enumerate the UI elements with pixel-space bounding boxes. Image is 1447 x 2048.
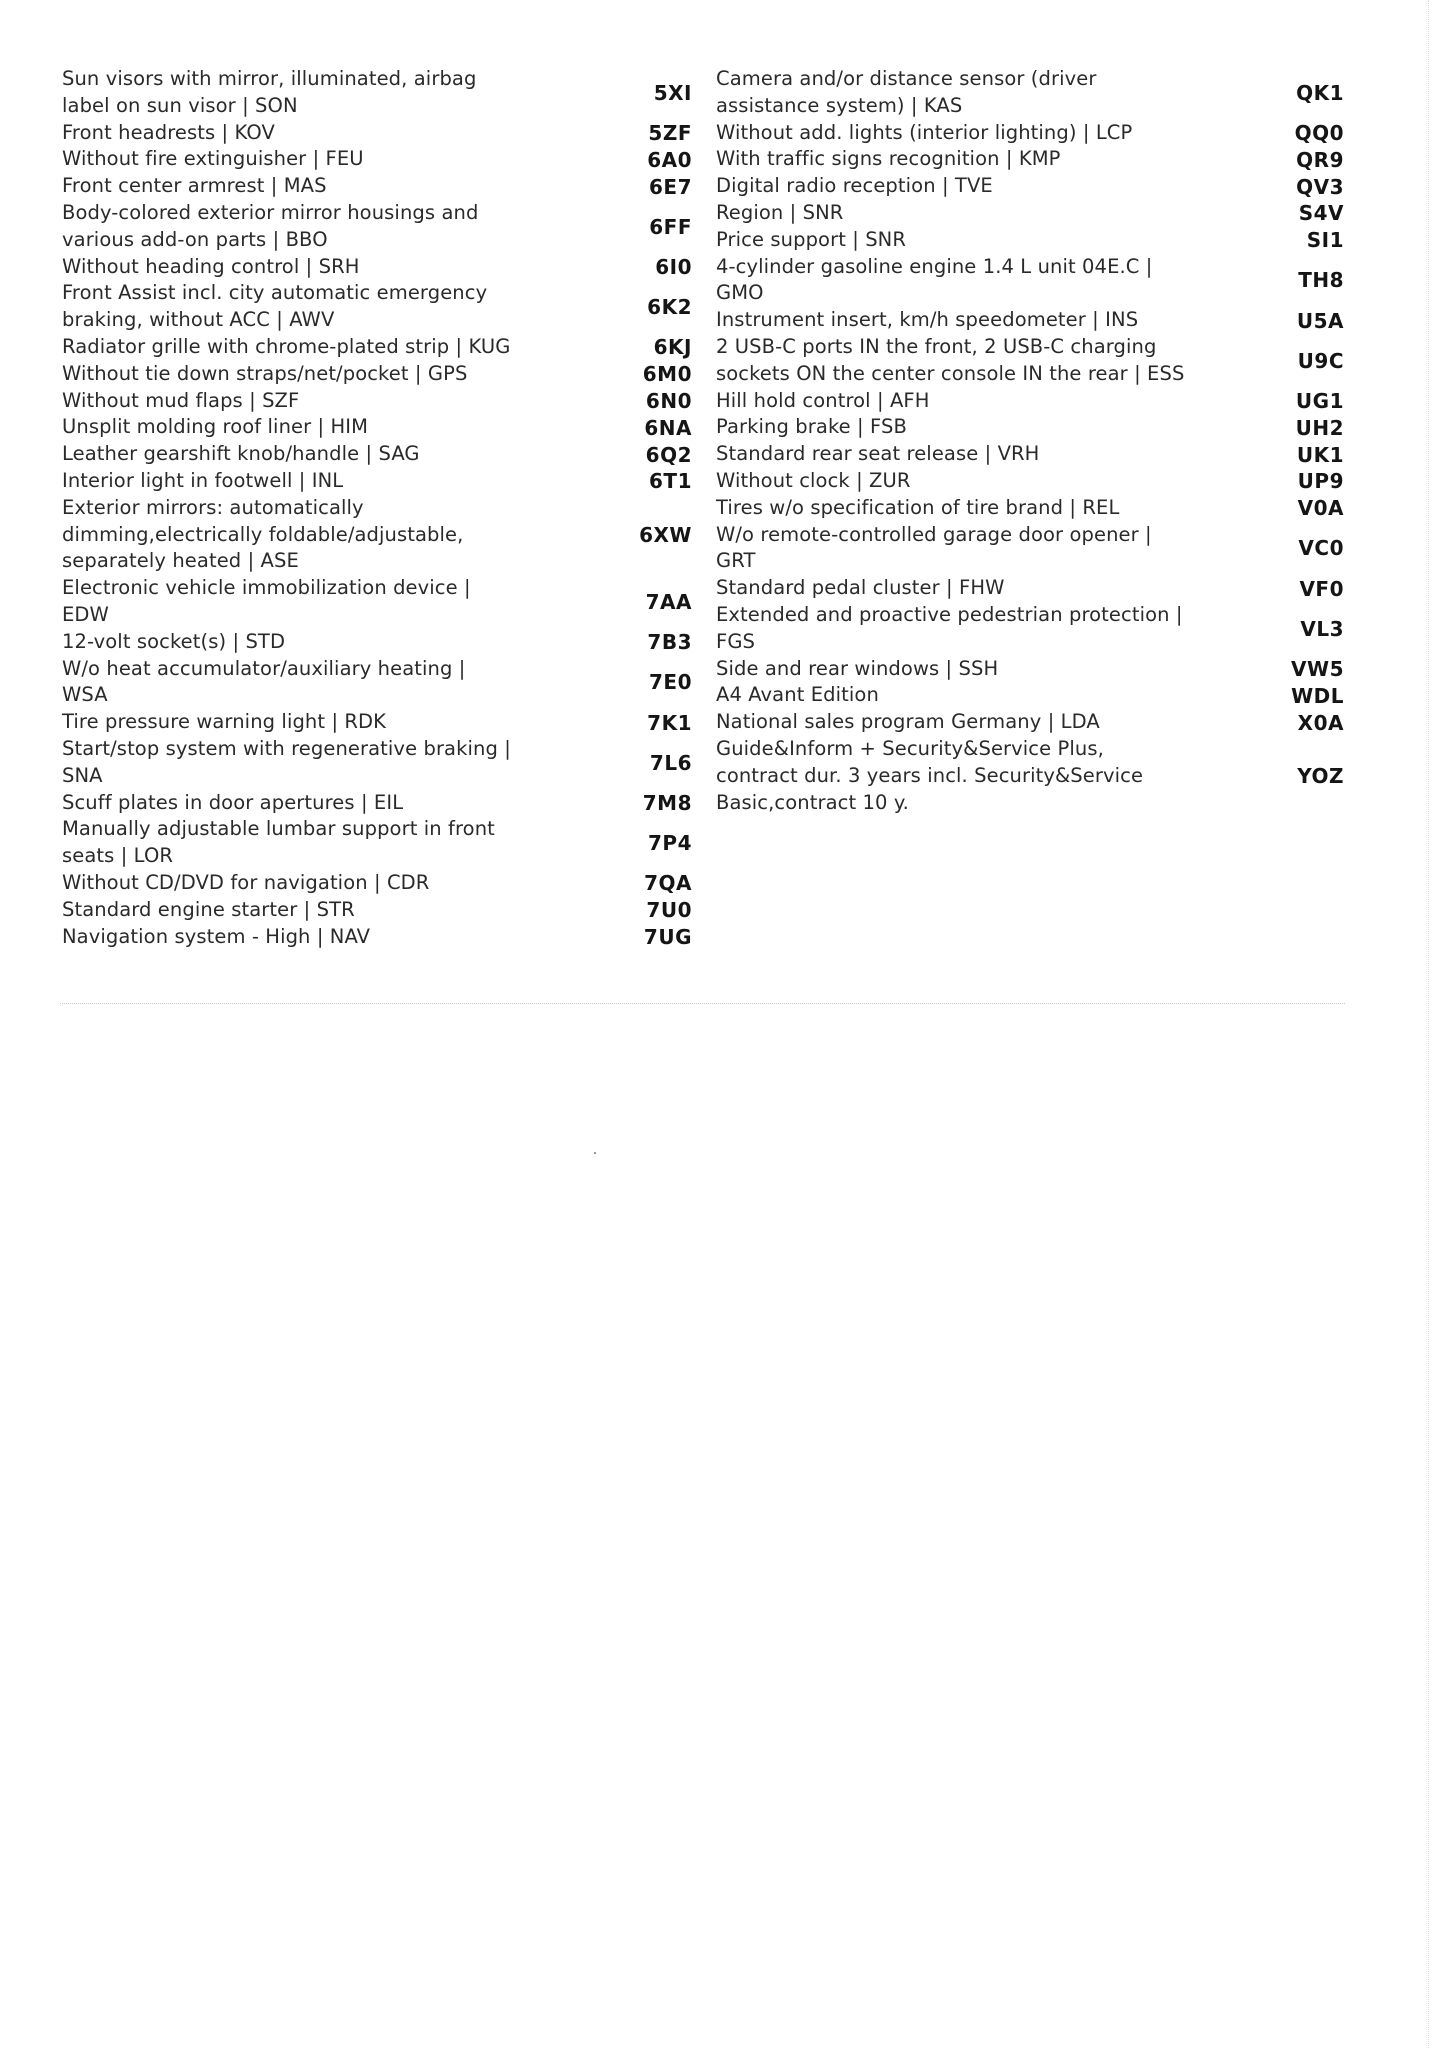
equipment-row bbox=[716, 120, 1344, 147]
equipment-row bbox=[716, 682, 1344, 709]
equipment-description: Without clock | ZUR bbox=[716, 468, 911, 492]
equipment-row bbox=[716, 575, 1344, 602]
equipment-code: 6KJ bbox=[653, 335, 692, 360]
equipment-code: UK1 bbox=[1296, 442, 1344, 467]
equipment-code: UG1 bbox=[1295, 388, 1344, 413]
equipment-description: 2 USB-C ports IN the front, 2 USB-C charging sockets ON the center console IN the rear | ESS bbox=[716, 334, 1185, 385]
equipment-code: 7L6 bbox=[649, 750, 692, 775]
equipment-description: Parking brake | FSB bbox=[716, 415, 907, 439]
equipment-code: QK1 bbox=[1296, 80, 1344, 105]
equipment-code: 6XW bbox=[639, 522, 692, 547]
equipment-row bbox=[62, 361, 692, 388]
equipment-row bbox=[716, 656, 1344, 683]
equipment-description: Interior light in footwell | INL bbox=[62, 468, 344, 492]
equipment-code: 7B3 bbox=[647, 630, 692, 655]
equipment-code: 7UG bbox=[643, 924, 692, 949]
equipment-description: Instrument insert, km/h speedometer | INS bbox=[716, 308, 1139, 332]
equipment-row bbox=[62, 709, 692, 736]
equipment-description: Front Assist incl. city automatic emergency braking, without ACC | AWV bbox=[62, 281, 488, 332]
equipment-row bbox=[716, 173, 1344, 200]
equipment-description: A4 Avant Edition bbox=[716, 683, 879, 707]
equipment-row bbox=[716, 522, 1344, 576]
equipment-row bbox=[62, 388, 692, 415]
equipment-code: X0A bbox=[1297, 710, 1344, 735]
equipment-row bbox=[716, 66, 1344, 120]
equipment-row bbox=[62, 816, 692, 870]
equipment-code: 6E7 bbox=[649, 174, 692, 199]
equipment-row bbox=[62, 495, 692, 575]
equipment-code: TH8 bbox=[1298, 268, 1344, 293]
equipment-description: W/o heat accumulator/auxiliary heating | WSA bbox=[62, 656, 466, 707]
equipment-code: 7AA bbox=[645, 589, 692, 614]
equipment-code: 6NA bbox=[644, 415, 692, 440]
equipment-row bbox=[62, 736, 692, 790]
equipment-description: Without CD/DVD for navigation | CDR bbox=[62, 870, 430, 894]
equipment-description: Side and rear windows | SSH bbox=[716, 656, 999, 680]
equipment-list-left bbox=[62, 66, 692, 950]
equipment-description: Standard rear seat release | VRH bbox=[716, 442, 1040, 466]
equipment-row bbox=[716, 468, 1344, 495]
equipment-code: U9C bbox=[1297, 348, 1344, 373]
equipment-description: Guide&Inform + Security&Service Plus, contract dur. 3 years incl. Security&Service Basic,contract 10 y. bbox=[716, 736, 1144, 814]
equipment-code: QQ0 bbox=[1294, 120, 1344, 145]
equipment-code: 6M0 bbox=[642, 362, 692, 387]
equipment-row bbox=[716, 414, 1344, 441]
equipment-description: Camera and/or distance sensor (driver assistance system) | KAS bbox=[716, 67, 1097, 117]
equipment-code: 6FF bbox=[649, 214, 692, 239]
equipment-description: Extended and proactive pedestrian protection | FGS bbox=[716, 602, 1183, 653]
equipment-description: Digital radio reception | TVE bbox=[716, 174, 993, 198]
page-edge bbox=[1428, 0, 1429, 2048]
equipment-code: 7M8 bbox=[642, 790, 692, 815]
equipment-code: 7U0 bbox=[646, 898, 692, 923]
equipment-description: Sun visors with mirror, illuminated, airbag label on sun visor | SON bbox=[62, 67, 477, 117]
equipment-row bbox=[716, 736, 1344, 816]
equipment-description: Tires w/o specification of tire brand | REL bbox=[716, 495, 1120, 519]
equipment-row bbox=[716, 602, 1344, 656]
equipment-code: 5XI bbox=[653, 80, 692, 105]
equipment-row bbox=[62, 629, 692, 656]
equipment-description: Leather gearshift knob/handle | SAG bbox=[62, 442, 420, 466]
equipment-code: V0A bbox=[1297, 496, 1344, 521]
equipment-code: VF0 bbox=[1299, 576, 1344, 601]
equipment-description: Without heading control | SRH bbox=[62, 254, 360, 278]
equipment-code: 5ZF bbox=[648, 120, 692, 145]
equipment-row bbox=[62, 656, 692, 710]
equipment-row bbox=[716, 334, 1344, 388]
equipment-code: 6N0 bbox=[645, 388, 692, 413]
equipment-description: Body-colored exterior mirror housings and various add-on parts | BBO bbox=[62, 200, 479, 251]
equipment-description: Front headrests | KOV bbox=[62, 120, 275, 144]
scan-speck bbox=[594, 1152, 596, 1154]
equipment-description: Hill hold control | AFH bbox=[716, 388, 930, 412]
equipment-code: 7K1 bbox=[647, 710, 692, 735]
equipment-row bbox=[62, 146, 692, 173]
equipment-row bbox=[62, 468, 692, 495]
equipment-row bbox=[62, 575, 692, 629]
equipment-row bbox=[716, 146, 1344, 173]
equipment-code: 7E0 bbox=[649, 670, 692, 695]
equipment-row bbox=[62, 334, 692, 361]
equipment-code: QR9 bbox=[1296, 147, 1344, 172]
equipment-row bbox=[62, 66, 692, 120]
equipment-code: VC0 bbox=[1298, 536, 1344, 561]
equipment-description: Standard pedal cluster | FHW bbox=[716, 576, 1005, 600]
equipment-row bbox=[62, 173, 692, 200]
equipment-row bbox=[716, 441, 1344, 468]
equipment-row bbox=[716, 200, 1344, 227]
scan-artifact-line bbox=[60, 1003, 1345, 1004]
equipment-code: 6T1 bbox=[649, 469, 692, 494]
equipment-code: 6K2 bbox=[647, 295, 692, 320]
equipment-code: U5A bbox=[1296, 308, 1344, 333]
equipment-row bbox=[716, 388, 1344, 415]
equipment-description: Electronic vehicle immobilization device | EDW bbox=[62, 576, 471, 626]
equipment-description: Without fire extinguisher | FEU bbox=[62, 147, 364, 171]
equipment-list-right bbox=[716, 66, 1344, 816]
equipment-row bbox=[716, 709, 1344, 736]
equipment-row bbox=[716, 495, 1344, 522]
equipment-description: Without mud flaps | SZF bbox=[62, 388, 300, 412]
equipment-description: With traffic signs recognition | KMP bbox=[716, 147, 1061, 171]
equipment-description: 12-volt socket(s) | STD bbox=[62, 629, 286, 653]
equipment-description: National sales program Germany | LDA bbox=[716, 710, 1100, 734]
equipment-row bbox=[62, 897, 692, 924]
equipment-description: Scuff plates in door apertures | EIL bbox=[62, 790, 404, 814]
equipment-row bbox=[62, 870, 692, 897]
equipment-code: 7QA bbox=[644, 871, 692, 896]
equipment-code: 6I0 bbox=[655, 254, 692, 279]
equipment-description: 4-cylinder gasoline engine 1.4 L unit 04E.C | GMO bbox=[716, 254, 1153, 305]
equipment-row bbox=[62, 790, 692, 817]
equipment-row bbox=[716, 227, 1344, 254]
equipment-code: 7P4 bbox=[648, 831, 692, 856]
equipment-description: Radiator grille with chrome-plated strip | KUG bbox=[62, 334, 511, 358]
equipment-description: Front center armrest | MAS bbox=[62, 174, 327, 198]
equipment-description: Region | SNR bbox=[716, 200, 844, 224]
equipment-description: Unsplit molding roof liner | HIM bbox=[62, 415, 369, 439]
equipment-description: W/o remote-controlled garage door opener | GRT bbox=[716, 522, 1152, 573]
equipment-row bbox=[62, 924, 692, 951]
equipment-code: SI1 bbox=[1306, 228, 1344, 253]
equipment-description: Start/stop system with regenerative braking | SNA bbox=[62, 736, 511, 787]
equipment-description: Without tie down straps/net/pocket | GPS bbox=[62, 361, 468, 385]
equipment-row bbox=[62, 280, 692, 334]
equipment-code: WDL bbox=[1291, 683, 1344, 708]
equipment-description: Navigation system - High | NAV bbox=[62, 924, 371, 948]
equipment-row bbox=[716, 254, 1344, 308]
equipment-description: Standard engine starter | STR bbox=[62, 897, 355, 921]
equipment-code: YOZ bbox=[1297, 764, 1344, 789]
equipment-row bbox=[62, 441, 692, 468]
equipment-row bbox=[62, 414, 692, 441]
equipment-code: 6A0 bbox=[647, 147, 692, 172]
equipment-code: UP9 bbox=[1297, 469, 1344, 494]
equipment-description: Manually adjustable lumbar support in front seats | LOR bbox=[62, 817, 495, 868]
equipment-description: Exterior mirrors: automatically dimming,electrically foldable/adjustable, separately heated | ASE bbox=[62, 495, 464, 573]
equipment-code: 6Q2 bbox=[645, 442, 692, 467]
equipment-code: UH2 bbox=[1295, 415, 1344, 440]
equipment-code: VL3 bbox=[1300, 616, 1344, 641]
equipment-row bbox=[62, 200, 692, 254]
equipment-row bbox=[716, 307, 1344, 334]
equipment-row bbox=[62, 254, 692, 281]
equipment-description: Tire pressure warning light | RDK bbox=[62, 710, 387, 734]
equipment-code: VW5 bbox=[1291, 656, 1344, 681]
equipment-row bbox=[62, 120, 692, 147]
equipment-code: S4V bbox=[1298, 201, 1344, 226]
equipment-description: Price support | SNR bbox=[716, 227, 907, 251]
equipment-description: Without add. lights (interior lighting) | LCP bbox=[716, 120, 1133, 144]
equipment-code: QV3 bbox=[1296, 174, 1344, 199]
